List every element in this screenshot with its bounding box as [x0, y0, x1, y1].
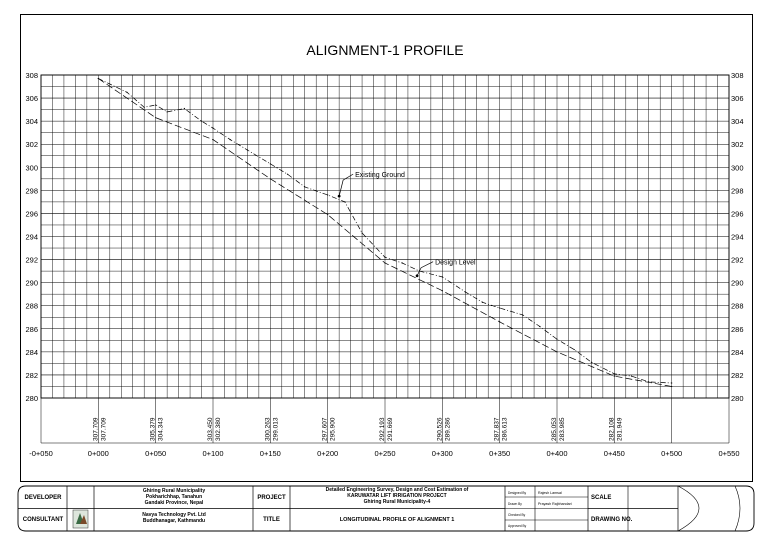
- developer-line-2: Pokharichhap, Tanahun: [145, 494, 203, 500]
- drawn-by-label: Drawn By: [508, 502, 522, 506]
- ground-point: [201, 121, 202, 122]
- ground-point: [344, 201, 345, 202]
- y-tick-label-left: 284: [25, 347, 38, 357]
- ground-point: [482, 302, 483, 303]
- design-point: [499, 321, 500, 322]
- y-tick-label-right: 308: [731, 71, 744, 80]
- x-tick-label: 0+500: [661, 449, 683, 458]
- design-point: [212, 139, 213, 140]
- developer-line-1: Ghiring Rural Municipality: [142, 488, 206, 494]
- y-tick-label-right: 302: [731, 140, 744, 150]
- y-tick-label-right: 282: [731, 370, 744, 380]
- title-block: [18, 486, 754, 531]
- y-tick-label-right: 306: [731, 94, 744, 104]
- x-tick-label: 0+400: [546, 449, 568, 458]
- design-elevation-label: 302.380: [215, 417, 222, 441]
- ground-point: [155, 104, 156, 105]
- drawn-by-value: Prayash Rajbhandari: [538, 502, 572, 506]
- y-tick-label-left: 282: [25, 370, 38, 380]
- ground-elevation-label: 303.450: [207, 417, 214, 441]
- ground-point: [631, 375, 632, 376]
- ground-point: [184, 108, 185, 109]
- ground-point: [442, 276, 443, 277]
- ground-elevation-label: 282.108: [608, 417, 616, 441]
- ground-point: [614, 373, 615, 374]
- y-tick-label-left: 302: [25, 140, 38, 150]
- design-elevation-label: 289.286: [444, 417, 452, 441]
- y-tick-label-right: 304: [731, 117, 744, 127]
- design-elevation-label: 283.985: [559, 417, 566, 441]
- checked-by-label: Checked By: [508, 513, 526, 517]
- x-tick-label: 0+300: [431, 449, 453, 458]
- project-label: PROJECT: [257, 495, 286, 501]
- y-tick-label-left: 288: [25, 301, 38, 311]
- ground-point: [671, 382, 672, 383]
- consultant-label: CONSULTANT: [22, 517, 64, 523]
- y-tick-label-right: 296: [731, 209, 744, 219]
- drawing-no-label: DRAWING NO.: [591, 517, 633, 523]
- consultant-line-1: Navya Technology Pvt. Ltd: [142, 512, 206, 518]
- y-tick-label-right: 294: [731, 232, 744, 242]
- ground-point: [247, 149, 248, 150]
- approved-by-label: Approved By: [508, 524, 527, 528]
- ground-point: [522, 314, 523, 315]
- developer-line-3: Gandaki Province, Nepal: [144, 500, 204, 506]
- project-line-2: KARUWATAR LIFT IRRIGATION PROJECT: [347, 493, 447, 499]
- project-line-1: Detailed Engineering Survey, Design and Cost Estimation of: [325, 487, 469, 493]
- design-point: [270, 178, 271, 179]
- y-tick-label-left: 280: [25, 394, 38, 403]
- y-tick-label-left: 306: [25, 94, 38, 104]
- ground-elevation-label: 307.709: [92, 417, 100, 441]
- ground-point: [384, 257, 385, 258]
- x-tick-label: 0+050: [145, 449, 167, 458]
- design-elevation-label: 286.613: [501, 417, 509, 441]
- design-point: [155, 117, 156, 118]
- x-tick-label: 0+450: [603, 449, 625, 458]
- ground-point: [126, 92, 127, 93]
- design-point: [556, 351, 557, 352]
- y-tick-label-right: 292: [731, 255, 744, 265]
- y-tick-label-left: 292: [25, 255, 38, 265]
- scale-label: SCALE: [591, 495, 612, 501]
- ground-elevation-label: 305.379: [149, 417, 157, 441]
- ground-point: [465, 291, 466, 292]
- ground-point: [591, 362, 592, 363]
- existing-ground-annotation: Existing Ground: [355, 172, 405, 180]
- design-point: [98, 78, 99, 79]
- y-tick-label-right: 280: [731, 394, 744, 403]
- ground-point: [270, 163, 271, 164]
- x-tick-label: 0+150: [259, 449, 281, 458]
- ground-elevation-label: 290.526: [436, 417, 444, 441]
- ground-point: [304, 186, 305, 187]
- design-elevation-label: 295.900: [329, 417, 337, 441]
- y-tick-label-left: 296: [25, 209, 38, 219]
- drawing-title-value: LONGITUDINAL PROFILE OF ALIGNMENT 1: [339, 517, 455, 523]
- ground-elevation-label: 292.193: [379, 417, 386, 441]
- y-tick-label-left: 304: [25, 117, 38, 127]
- annotation-dot: [338, 195, 341, 198]
- ground-point: [144, 107, 145, 108]
- ground-point: [230, 139, 231, 140]
- ground-point: [212, 127, 213, 128]
- y-tick-label-right: 290: [731, 278, 744, 288]
- x-tick-label: 0+250: [374, 449, 396, 458]
- designed-by-label: Designed By: [508, 491, 527, 495]
- y-tick-label-left: 308: [25, 71, 38, 80]
- title-label: TITLE: [263, 517, 280, 523]
- profile-chart: [25, 71, 743, 458]
- design-elevation-label: 299.013: [272, 417, 280, 441]
- designed-by-value: Rajesh Lamsal: [538, 491, 562, 495]
- ground-point: [402, 262, 403, 263]
- consultant-line-2: Buddhanagar, Kathmandu: [142, 518, 206, 524]
- ground-point: [556, 339, 557, 340]
- consultant-logo: [73, 510, 88, 528]
- y-tick-label-right: 300: [731, 163, 744, 173]
- ground-point: [287, 174, 288, 175]
- y-tick-label-right: 284: [731, 347, 744, 357]
- x-tick-label: 0+550: [718, 449, 740, 458]
- ground-elevation-label: 287.837: [493, 417, 501, 441]
- design-point: [442, 290, 443, 291]
- y-tick-label-right: 298: [731, 186, 744, 196]
- design-point: [327, 214, 328, 215]
- y-tick-label-right: 288: [731, 301, 744, 311]
- developer-label: DEVELOPER: [24, 495, 62, 501]
- design-level-annotation: Design Level: [435, 259, 476, 267]
- profile-title: ALIGNMENT-1 PROFILE: [306, 42, 464, 58]
- design-elevation-label: 307.709: [100, 417, 108, 441]
- x-tick-label: 0+000: [87, 449, 109, 458]
- x-tick-label: 0+200: [317, 449, 339, 458]
- project-line-3: Ghiring Rural Municipality-4: [363, 499, 431, 505]
- x-tick-label: 0+350: [489, 449, 511, 458]
- ground-point: [574, 349, 575, 350]
- design-elevation-label: 304.343: [157, 417, 165, 441]
- x-tick-label: 0+100: [202, 449, 224, 458]
- design-elevation-label: 291.669: [387, 417, 394, 441]
- y-tick-label-left: 290: [25, 278, 38, 288]
- ground-elevation-label: 285.053: [551, 417, 558, 441]
- design-point: [671, 386, 672, 387]
- design-point: [384, 262, 385, 263]
- y-tick-label-left: 286: [25, 324, 38, 334]
- design-elevation-label: 281.949: [616, 417, 624, 441]
- annotation-dot: [416, 274, 419, 277]
- y-tick-label-left: 294: [25, 232, 38, 242]
- ground-point: [327, 194, 328, 195]
- y-tick-label-right: 286: [731, 324, 744, 334]
- ground-point: [361, 232, 362, 233]
- y-tick-label-left: 298: [25, 186, 38, 196]
- ground-point: [499, 307, 500, 308]
- ground-elevation-label: 300.263: [264, 417, 272, 441]
- annotation-leader: [339, 174, 353, 196]
- ground-point: [167, 111, 168, 112]
- design-point: [614, 375, 615, 376]
- ground-point: [539, 326, 540, 327]
- ground-elevation-label: 297.607: [321, 417, 329, 441]
- y-tick-label-left: 300: [25, 163, 38, 173]
- x-tick-label: -0+050: [29, 449, 53, 458]
